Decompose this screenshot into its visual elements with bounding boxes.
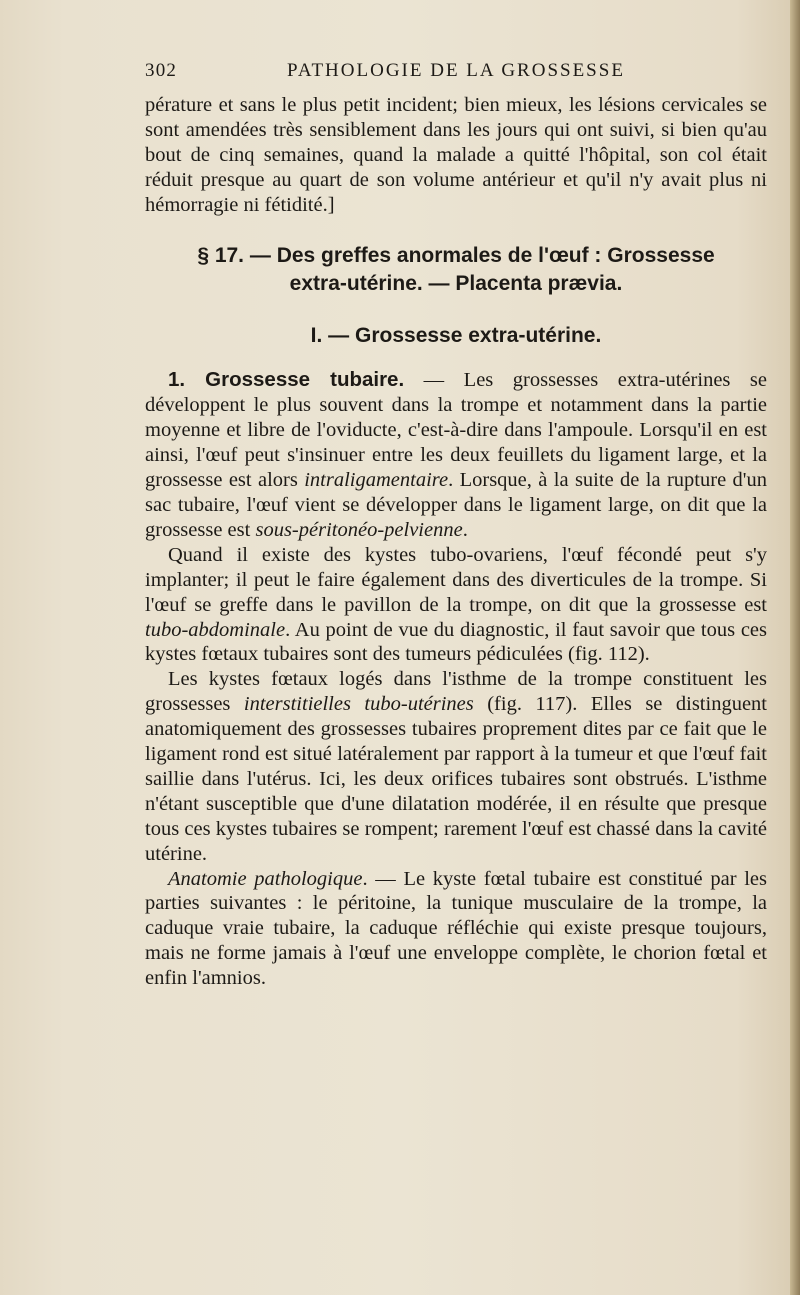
section-heading [145,242,767,298]
text-run: Quand il existe des kystes tubo-ovariens, l'œuf fécondé peut s'y implanter; il peut le faire également dans des diverticules de la trompe. Si l'œuf se greffe dans le pavillon de la trompe, on dit que la grossesse est [145,543,767,616]
section-heading-line-2: extra-utérine. — Placenta prævia. [289,271,623,295]
subsection-heading: I. — Grossesse extra-utérine. [310,323,602,347]
paragraph-lead-title: 1. Grossesse tubaire. [168,368,405,392]
running-header [145,60,725,90]
text-run: . [462,518,468,541]
text-run: . — Le kyste fœtal tubaire est constitué par les parties suivantes : le péritoine, la tunique musculaire de la trompe, la caduque vraie tubaire, la caduque réfléchie qui existe presque toujours, mais ne forme jamais à l'œuf une enveloppe complète, le chorion fœtal et enfin l'amnios. [145,867,767,990]
page-edge-shadow [790,0,800,1295]
paragraph-kystes-isthme [145,667,767,866]
paragraph-anatomie-pathologique [145,867,767,992]
paragraph-grossesse-tubaire [145,368,767,542]
text-run: (fig. 117). Elles se distinguent anatomiquement des grossesses tubaires proprement dites par ce fait que le ligament rond est situé latéralement par rapport à la tumeur et que l'œuf fait saillie dans l'utérus. Ici, les deux orifices tubaires sont obstrués. L'isthme n'étant susceptible que d'une dilatation modérée, il en résulte que presque tous ces kystes tubaires se rompent; rarement l'œuf est chassé dans la cavité utérine. [145,693,767,865]
text-run: Les kystes fœtaux logés dans l'isthme de la trompe constituent les grossesses [145,668,767,716]
text-run: . Lorsque, à la suite de la rupture d'un sac tubaire, l'œuf vient se développer dans le ligament large, on dit que la grossesse est [145,469,767,541]
italic-term: intraligamentaire [304,469,449,492]
page-number: 302 [145,60,178,81]
text-run: . Au point de vue du diagnostic, il faut savoir que tous ces kystes fœtaux tubaires sont des tumeurs pédiculées (fig. 112). [145,618,767,666]
paragraph-kystes-tubo-ovariens [145,543,767,668]
italic-term: tubo-abdominale [145,618,286,641]
intro-paragraph: pérature et sans le plus petit incident; bien mieux, les lésions cervicales se sont amendées très sensiblement dans les jours qui ont suivi, si bien qu'au bout de cinq semaines, quand la malade a quitté l'hôpital, son col était réduit presque au quart de son volume antérieur et qu'il n'y avait plus ni hémorragie ni fétidité.] [145,94,767,216]
italic-term: Anatomie pathologique [168,867,363,890]
running-title: PATHOLOGIE DE LA GROSSESSE [287,60,625,81]
italic-term: sous-péritonéo-pelvienne [255,518,463,541]
section-heading-line-1: § 17. — Des greffes anormales de l'œuf : Grossesse [197,243,715,267]
page-body [145,93,767,991]
italic-term: interstitielles tubo-utérines [243,693,474,716]
text-run: — Les grossesses extra-utérines se développent le plus souvent dans la trompe et notamment dans la partie moyenne et libre de l'oviducte, c'est-à-dire dans l'ampoule. Lorsqu'il en est ainsi, l'œuf peut s'insinuer entre les deux feuillets du ligament large, et la grossesse est alors [145,369,767,492]
